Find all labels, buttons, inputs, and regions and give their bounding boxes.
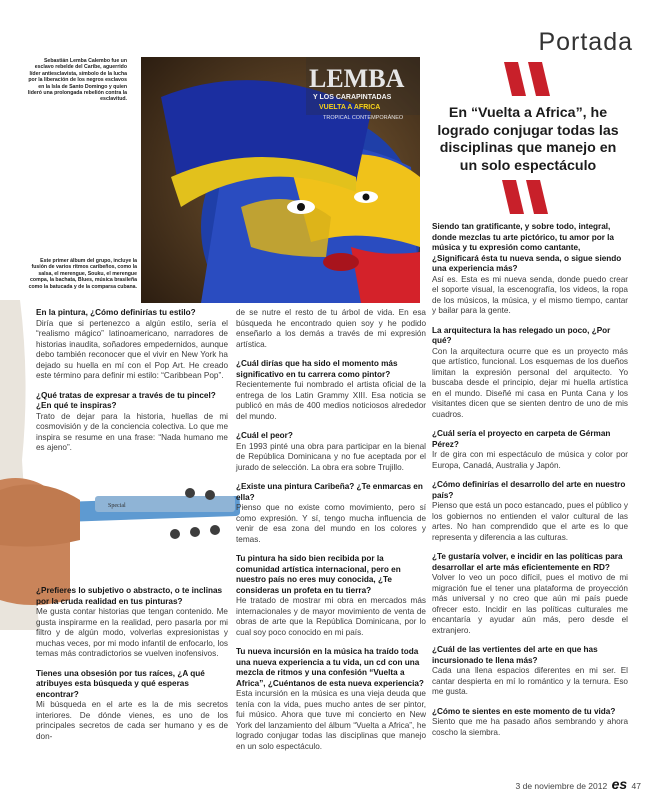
question: ¿Cuál de las vertientes del arte en que has incursionado te llena más? — [432, 645, 598, 665]
question: En la pintura, ¿Cómo definirías tu estilo? — [36, 308, 196, 317]
question: ¿Qué tratas de expresar a través de tu pincel? ¿En qué te inspiras? — [36, 390, 216, 410]
question: ¿Prefieres lo subjetivo o abstracto, o te inclinas por la cruda realidad en tus pinturas? — [36, 586, 223, 606]
column-1-top — [36, 308, 228, 463]
answer: Siento que me ha pasado años sembrando y ahora coscho la siembra. — [432, 717, 628, 737]
question: Tu pintura ha sido bien recibida por la comunidad artística internacional, pero en nuestro país no eres muy conocida, ¿Te consideras un profeta en tu tierra? — [236, 554, 401, 595]
answer: En 1993 pinté una obra para participar en la bienal de República Dominicana y no fue aceptada por el jurado de selección. La obra era sobre Trujillo. — [236, 441, 426, 472]
column-3 — [432, 222, 628, 747]
question: ¿Cuál sería el proyecto en carpeta de Gérman Pérez? — [432, 429, 611, 449]
footer-date: 3 de noviembre de 2012 — [515, 781, 608, 791]
question: ¿Existe una pintura Caribeña? ¿Te enmarcas en ella? — [236, 482, 423, 502]
photo-caption-top: Sebastián Lemba Calembo fue un esclavo rebelde del Caribe, aguerrido líder antiesclavista, símbolo de la lucha por la liberación de los negros esclavos en la Isla de Santo Domingo y quien lideró una prolongada rebelión contra la esclavitud. — [27, 58, 127, 103]
page-number: 47 — [631, 781, 641, 791]
question: Tienes una obsesión por tus raíces, ¿A qué atribuyes esta búsqueda y qué esperas encontrar? — [36, 668, 205, 699]
answer: Diría que si pertenezco a algún estilo, sería el “realismo mágico” latinoamericano, narradores de historias inaudita, soñadores empedernidos, aunque debo también reconocer que el vivir en New York ha dejado su huella en mí con el Pop Art. He creado este término para definir mi estilo: “Caribbean Pop”. — [36, 318, 228, 380]
answer: Esta incursión en la música es una vieja deuda que tenía con la vida, pues mucho antes de ser pintor, fui músico. Ahora que tuve mi concierto en New York del lanzamiento del álbum “Vuelta a Africa”, he logrado conjugar todas las disciplinas que manejo en un solo espectáculo. — [236, 689, 426, 751]
answer: He tratado de mostrar mi obra en mercados más internacionales y de mayor movimiento de venta de obras de arte que la República Dominicana, por lo cual soy poco conocido en mi país. — [236, 596, 426, 637]
answer: Así es. Esta es mi nueva senda, donde puedo crear el soporte visual, la escenografía, los videos, la ropa de los músicos, la música, y el mismo tiempo, cantar y bailar para la gente. — [432, 274, 628, 315]
section-title: Portada — [538, 28, 633, 56]
page-footer — [516, 776, 641, 792]
album-cover — [141, 57, 420, 303]
answer: Con la arquitectura ocurre que es un proyecto más que artístico, funcional. Los esquemas de los dueños limitan la expresión personal del arquitecto. Yo buscaba desde el principio, dejar mi huella artística en el mundo. Diseñé mi casa en Punta Cana y los visitantes dicen que se sienten dentro de uno de mis cuadros. — [432, 346, 628, 419]
album-subtitle: Y LOS CARAPINTADAS — [313, 94, 392, 101]
album-genre: TROPICAL CONTEMPORÁNEO — [323, 115, 404, 121]
answer: Mi búsqueda en el arte es la de mis secretos interiores. De dónde vienes, es uno de los principales secretos de cada ser humano y es de don- — [36, 700, 228, 741]
answer: Pienso que no existe como movimiento, pero sí como expresión. Y sí, tengo mucha influencia de venir de esa zona del mundo en los colores y temas. — [236, 503, 426, 544]
answer: Volver lo veo un poco difícil, pues el motivo de mi migración fue el tener una plataforma de proyección más universal y no creo que aún mi país puede ofrecer esto. Incidir en las políticas culturales me encantaría y ayudar aún más, pero desde el extranjero. — [432, 573, 628, 635]
pull-quote: En “Vuelta a Africa”, he logrado conjugar todas las disciplinas que manejo en un solo espectáculo — [437, 105, 619, 174]
answer: Cada una llena espacios diferentes en mi ser. El cantar despierta en mí lo romántico y la ternura. Eso me gusta. — [432, 666, 628, 696]
question: ¿Cuál el peor? — [236, 431, 293, 440]
question: La arquitectura la has relegado un poco, ¿Por qué? — [432, 325, 611, 345]
answer: de se nutre el resto de tu árbol de vida. En esa búsqueda he encontrado quien soy y he podido enseñarlo a los demás a través de mi expresión artística. — [236, 308, 426, 349]
answer: Me gusta contar historias que tengan contenido. Me gusta inspirarme en la realidad, pero pasarla por mi filtro y de algún modo, volverlas expresionistas y muchas veces, por mi modo infantil de enfocarlo, los temas más contradictorios se vuelven inofensivos. — [36, 607, 228, 658]
question: ¿Cómo definirías el desarrollo del arte en nuestro país? — [432, 480, 626, 500]
answer: Trato de dejar para la historia, huellas de mi cosmovisión y de la conciencia colectiva. Lo que me inspira se resume en una frase: “Nada humano me es ajeno”. — [36, 411, 228, 452]
photo-caption-bottom: Este primer álbum del grupo, incluye la fusión de varios ritmos caribeños, como la salsa, el merengue, Souku, el merengue compa, la bachata, Blues, música brasileña como la batucada y de la comparsa cubana. — [28, 258, 137, 290]
question: Siendo tan gratificante, y sobre todo, integral, donde mezclas tu arte pictórico, tu amor por la música y tu expresión como cantante, ¿Significará ésta tu nueva senda, o sigue siendo una experiencia más? — [432, 222, 622, 273]
album-title: VUELTA A AFRICA — [319, 104, 381, 111]
quote-close-icon — [498, 180, 552, 214]
question: Tu nueva incursión en la música ha traído toda una nueva experiencia a tu vida, un cd con una mezcla de ritmos y una confesión “Vuelta a Africa”, ¿Cuéntanos de esta nueva experiencia? — [236, 647, 424, 688]
guitar-brand: Special — [108, 503, 126, 509]
column-2 — [236, 308, 426, 761]
album-cover-art — [141, 57, 420, 303]
question: ¿Cuál dirías que ha sido el momento más significativo en tu carrera como pintor? — [236, 359, 398, 379]
question: ¿Cómo te sientes en este momento de tu vida? — [432, 706, 616, 716]
album-band: LEMBA — [309, 64, 405, 93]
answer: Pienso que está un poco estancado, pues el público y los gobiernos no entienden el valor cultural de las artes. No han comprendido que el arte es lo que representa y diferencia a las culturas. — [432, 501, 628, 542]
answer: Recientemente fui nombrado el artista oficial de la entrega de los Latin Grammy XIII. Esa noticia se publicó en más de 400 medios noticiosos alrededor del mundo. — [236, 380, 426, 421]
answer: Ir de gira con mi espectáculo de música y color por Europa, Canadá, Australia y Japón. — [432, 450, 628, 470]
footer-logo: es — [611, 776, 628, 792]
quote-open-icon — [500, 62, 554, 96]
column-1-bottom — [36, 586, 228, 751]
question: ¿Te gustaría volver, e incidir en las políticas para desarrollar el arte más eficientemente en RD? — [432, 552, 623, 572]
